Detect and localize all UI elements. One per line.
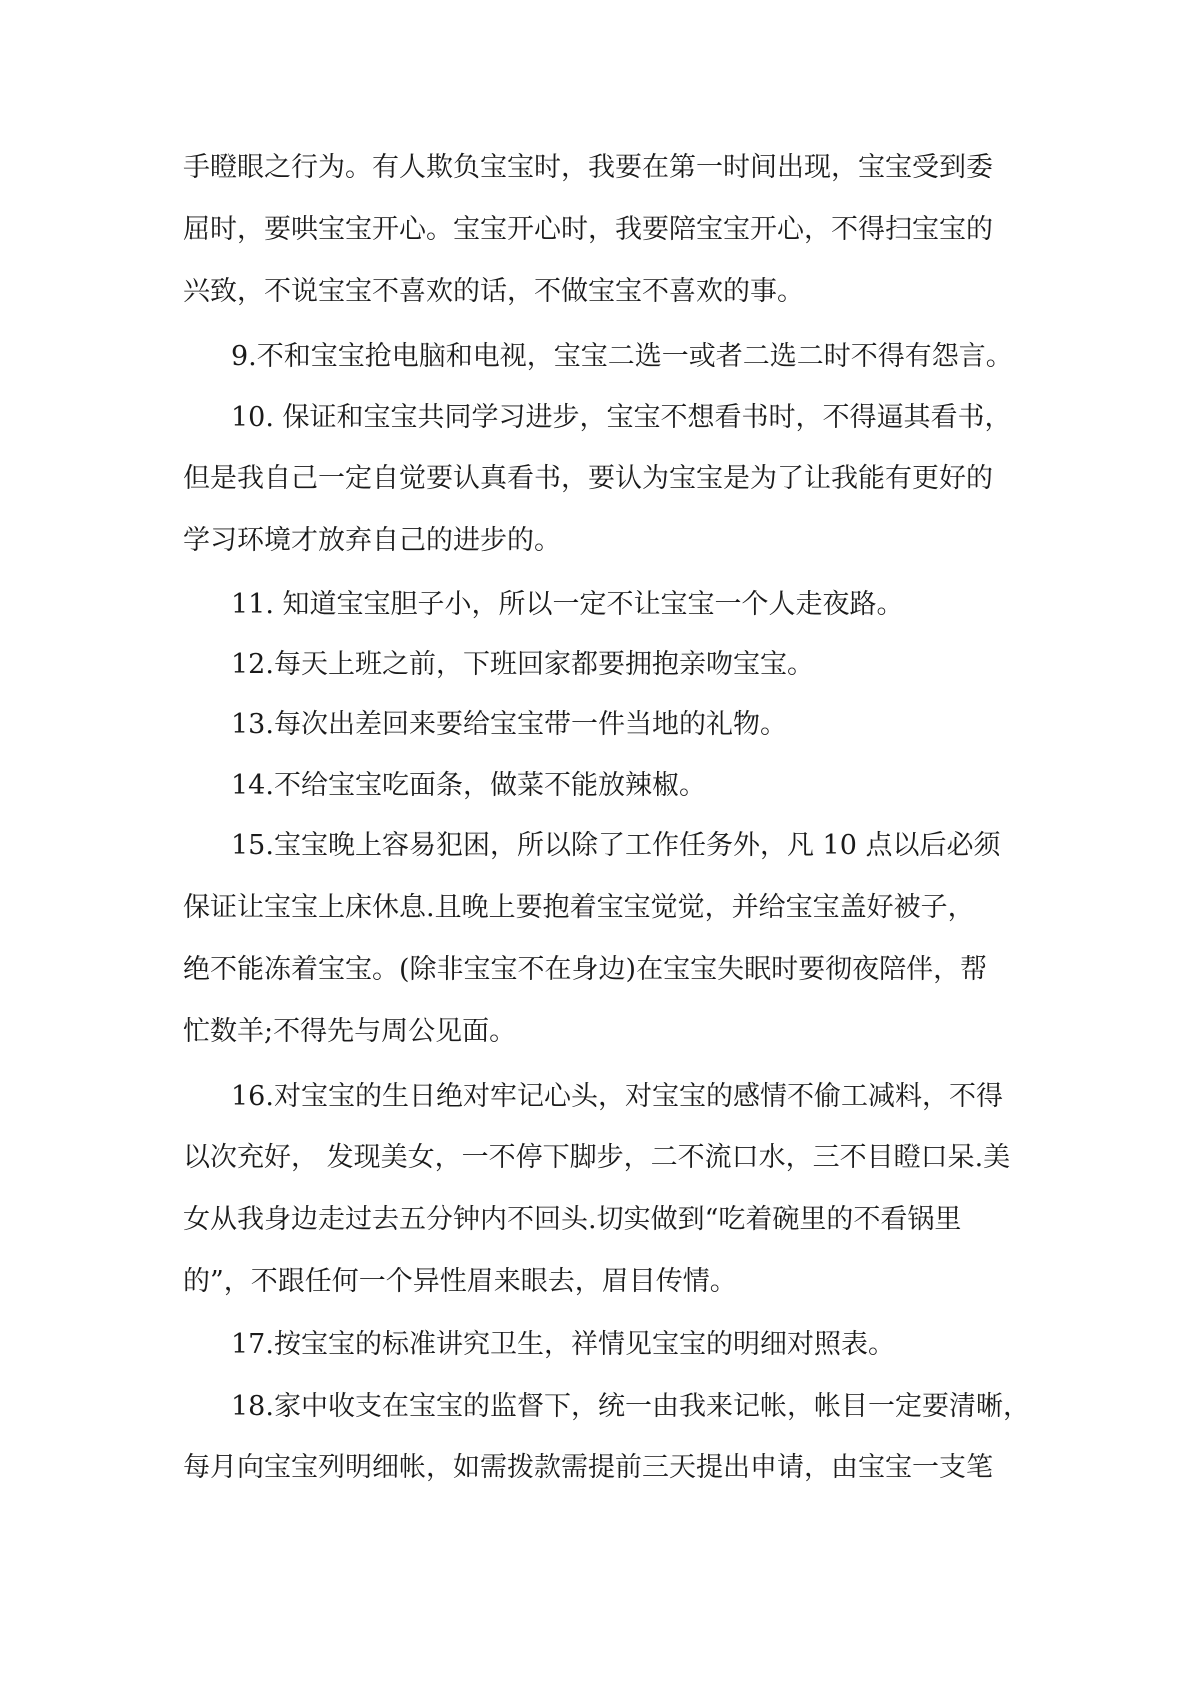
text-line: 以次充好， 发现美女，一不停下脚步，二不流口水，三不目瞪口呆.美 bbox=[183, 1142, 1011, 1173]
text-line: 学习环境才放弃自己的进步的。 bbox=[183, 525, 561, 556]
text-line: 忙数羊;不得先与周公见面。 bbox=[183, 1016, 517, 1047]
text-line: 手瞪眼之行为。有人欺负宝宝时，我要在第一时间出现，宝宝受到委 bbox=[183, 152, 993, 183]
text-line: 12.每天上班之前，下班回家都要拥抱亲吻宝宝。 bbox=[231, 649, 814, 680]
text-line: 屈时，要哄宝宝开心。宝宝开心时，我要陪宝宝开心，不得扫宝宝的 bbox=[183, 214, 993, 245]
text-line: 18.家中收支在宝宝的监督下，统一由我来记帐，帐目一定要清晰， bbox=[231, 1391, 1030, 1422]
text-line: 但是我自己一定自觉要认真看书，要认为宝宝是为了让我能有更好的 bbox=[183, 463, 993, 494]
text-line: 11. 知道宝宝胆子小，所以一定不让宝宝一个人走夜路。 bbox=[231, 589, 904, 620]
text-line: 保证让宝宝上床休息.且晚上要抱着宝宝觉觉，并给宝宝盖好被子， bbox=[183, 892, 975, 923]
text-line: 13.每次出差回来要给宝宝带一件当地的礼物。 bbox=[231, 709, 787, 740]
text-line: 女从我身边走过去五分钟内不回头.切实做到“吃着碗里的不看锅里 bbox=[183, 1204, 962, 1235]
text-line: 兴致，不说宝宝不喜欢的话，不做宝宝不喜欢的事。 bbox=[183, 276, 804, 307]
text-line: 14.不给宝宝吃面条，做菜不能放辣椒。 bbox=[231, 770, 706, 801]
text-line: 17.按宝宝的标准讲究卫生，祥情见宝宝的明细对照表。 bbox=[231, 1329, 895, 1360]
text-line: 绝不能冻着宝宝。(除非宝宝不在身边)在宝宝失眠时要彻夜陪伴，帮 bbox=[183, 954, 988, 985]
text-line: 15.宝宝晚上容易犯困，所以除了工作任务外，凡 10 点以后必须 bbox=[231, 830, 1001, 861]
text-line: 9.不和宝宝抢电脑和电视，宝宝二选一或者二选二时不得有怨言。 bbox=[231, 341, 1013, 372]
text-line: 16.对宝宝的生日绝对牢记心头，对宝宝的感情不偷工减料，不得 bbox=[231, 1081, 1003, 1112]
text-line: 的”，不跟任何一个异性眉来眼去，眉目传情。 bbox=[183, 1266, 737, 1297]
text-line: 每月向宝宝列明细帐，如需拨款需提前三天提出申请，由宝宝一支笔 bbox=[183, 1452, 993, 1483]
text-line: 10. 保证和宝宝共同学习进步，宝宝不想看书时，不得逼其看书， bbox=[231, 402, 1012, 433]
